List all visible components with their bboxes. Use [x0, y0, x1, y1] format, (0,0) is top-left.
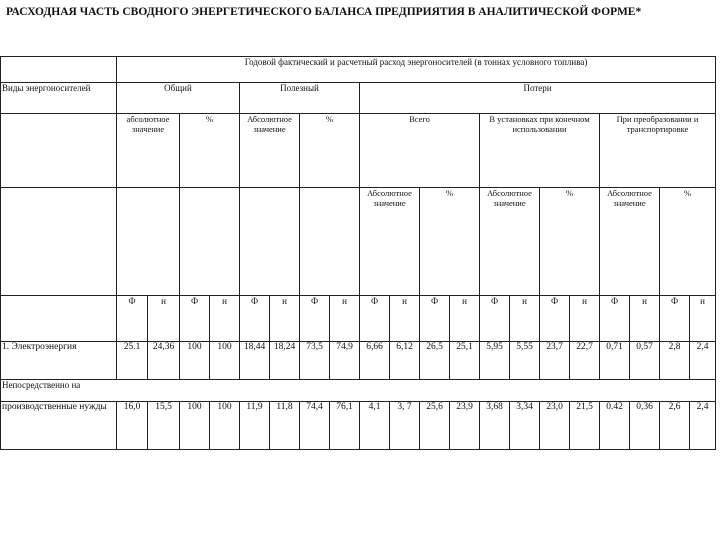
value-cell: 11,8 [270, 402, 300, 450]
general-pct-header: % [180, 114, 240, 188]
value-cell: 100 [180, 402, 210, 450]
value-cell: 22,7 [570, 342, 600, 380]
value-cell: 6,12 [390, 342, 420, 380]
top-header: Годовой фактический и расчетный расход энергоносителей (в тоннах условного топлива) [117, 57, 716, 83]
value-cell: 100 [180, 342, 210, 380]
value-cell: 25,6 [420, 402, 450, 450]
fact-header: Ф [660, 296, 690, 342]
fact-header: Ф [360, 296, 390, 342]
norm-header: н [690, 296, 716, 342]
value-cell: 24,36 [148, 342, 180, 380]
value-cell: 6,66 [360, 342, 390, 380]
corner-cell-top [1, 57, 117, 83]
fact-header: Ф [300, 296, 330, 342]
value-cell: 100 [210, 342, 240, 380]
energy-types-header: Виды энергоносителей [1, 83, 117, 114]
general-pct-cont [180, 188, 240, 296]
value-cell: 16,0 [117, 402, 148, 450]
value-cell: 100 [210, 402, 240, 450]
value-cell: 73,5 [300, 342, 330, 380]
value-cell: 3,68 [480, 402, 510, 450]
value-cell: 2,8 [660, 342, 690, 380]
value-cell: 23,0 [540, 402, 570, 450]
norm-header: н [270, 296, 300, 342]
norm-header: н [510, 296, 540, 342]
energy-types-header-end [1, 296, 117, 342]
row-label-direct: Непосредственно на [1, 380, 716, 402]
losses-total-abs-header: Абсолютное значение [360, 188, 420, 296]
useful-abs-cont [240, 188, 300, 296]
fact-header: Ф [240, 296, 270, 342]
group-losses-header: Потери [360, 83, 716, 114]
energy-balance-table [0, 56, 716, 450]
useful-pct-header: % [300, 114, 360, 188]
losses-conv-abs-header: Абсолютное значение [600, 188, 660, 296]
losses-conversion-header: При преобразовании и транспортировке [600, 114, 716, 188]
norm-header: н [390, 296, 420, 342]
value-cell: 3, 7 [390, 402, 420, 450]
fact-header: Ф [600, 296, 630, 342]
losses-total-header: Всего [360, 114, 480, 188]
norm-header: н [570, 296, 600, 342]
page-title: РАСХОДНАЯ ЧАСТЬ СВОДНОГО ЭНЕРГЕТИЧЕСКОГО БАЛАНСА ПРЕДПРИЯТИЯ В АНАЛИТИЧЕСКОЙ ФОРМЕ* [6, 6, 642, 18]
losses-conv-pct-header: % [660, 188, 716, 296]
value-cell: 5,55 [510, 342, 540, 380]
group-general-header: Общий [117, 83, 240, 114]
value-cell: 0,71 [600, 342, 630, 380]
value-cell: 21,5 [570, 402, 600, 450]
value-cell: 2,4 [690, 402, 716, 450]
value-cell: 18,44 [240, 342, 270, 380]
norm-header: н [148, 296, 180, 342]
group-useful-header: Полезный [240, 83, 360, 114]
value-cell: 3,34 [510, 402, 540, 450]
value-cell: 4,1 [360, 402, 390, 450]
fact-header: Ф [480, 296, 510, 342]
value-cell: 25.1 [117, 342, 148, 380]
fact-header: Ф [117, 296, 148, 342]
value-cell: 74,9 [330, 342, 360, 380]
norm-header: н [450, 296, 480, 342]
value-cell: 0.42 [600, 402, 630, 450]
fact-header: Ф [180, 296, 210, 342]
losses-installations-header: В установках при конечном использовании [480, 114, 600, 188]
value-cell: 23,9 [450, 402, 480, 450]
norm-header: н [210, 296, 240, 342]
general-abs-header: абсолютное значение [117, 114, 180, 188]
value-cell: 76,1 [330, 402, 360, 450]
norm-header: н [630, 296, 660, 342]
energy-types-header-cont2 [1, 188, 117, 296]
fact-header: Ф [420, 296, 450, 342]
value-cell: 0,36 [630, 402, 660, 450]
value-cell: 11,9 [240, 402, 270, 450]
value-cell: 2,4 [690, 342, 716, 380]
losses-inst-abs-header: Абсолютное значение [480, 188, 540, 296]
general-abs-cont [117, 188, 180, 296]
value-cell: 5,95 [480, 342, 510, 380]
fact-header: Ф [540, 296, 570, 342]
row-label-production-needs: производственные нужды [1, 402, 117, 450]
value-cell: 25,1 [450, 342, 480, 380]
useful-pct-cont [300, 188, 360, 296]
value-cell: 74,4 [300, 402, 330, 450]
value-cell: 0,57 [630, 342, 660, 380]
row-label-electricity: 1. Электроэнергия [1, 342, 117, 380]
value-cell: 18,24 [270, 342, 300, 380]
useful-abs-header: Абсолютное значение [240, 114, 300, 188]
losses-inst-pct-header: % [540, 188, 600, 296]
value-cell: 15,5 [148, 402, 180, 450]
energy-types-header-cont [1, 114, 117, 188]
norm-header: н [330, 296, 360, 342]
losses-total-pct-header: % [420, 188, 480, 296]
value-cell: 2,6 [660, 402, 690, 450]
value-cell: 26,5 [420, 342, 450, 380]
value-cell: 23,7 [540, 342, 570, 380]
